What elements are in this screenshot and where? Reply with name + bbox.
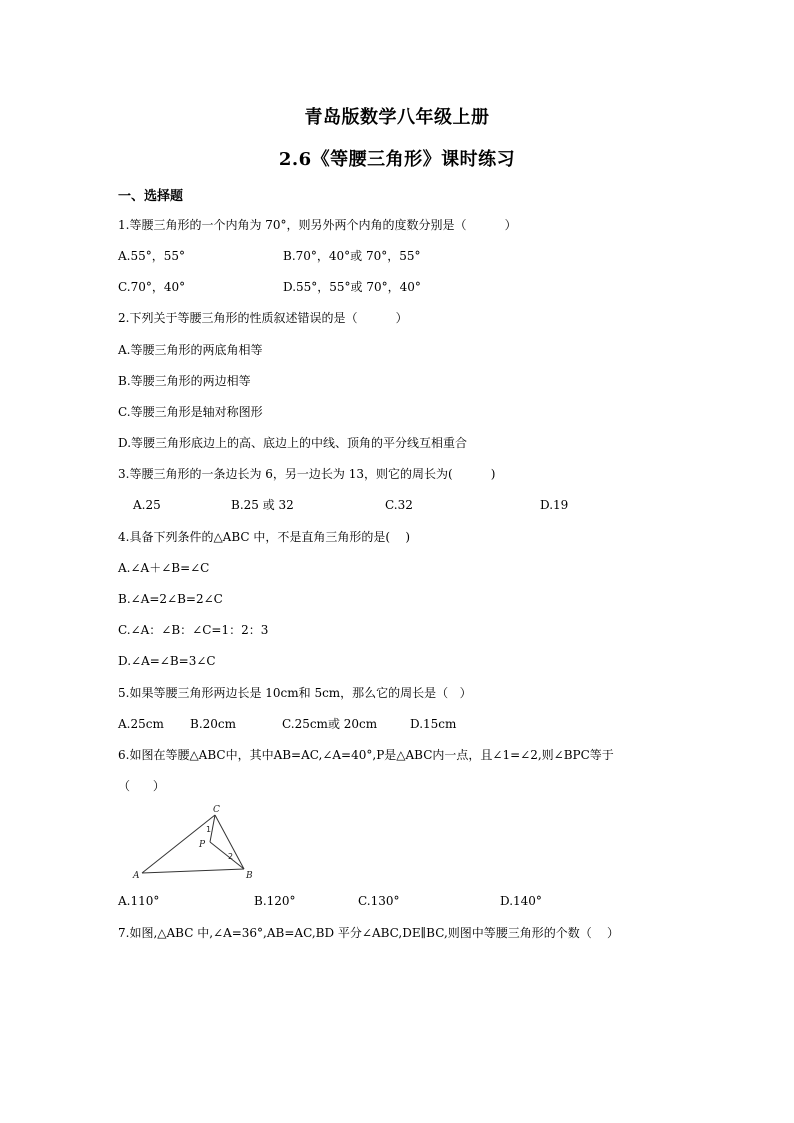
question-5-stem: 5.如果等腰三角形两边长是 10cm和 5cm，那么它的周长是（ ） (118, 686, 472, 700)
document-title: 青岛版数学八年级上册 (304, 107, 490, 128)
triangle-figure (130, 802, 260, 882)
question-2-stem: 2.下列关于等腰三角形的性质叙述错误的是（ ） (118, 311, 408, 325)
question-5-option-c: C.25cm或 20cm (282, 717, 378, 731)
question-3-option-d: D.19 (540, 498, 569, 512)
question-7-stem: 7.如图,△ABC 中,∠A=36°,AB=AC,BD 平分∠ABC,DE∥BC,则图中等腰三角形的个数（ ） (118, 926, 620, 940)
label-p: P (199, 840, 206, 850)
question-3-stem: 3.等腰三角形的一条边长为 6，另一边长为 13，则它的周长为( ) (118, 467, 496, 481)
question-4-option-c: C.∠A：∠B：∠C=1：2：3 (118, 623, 269, 637)
label-c: C (213, 805, 220, 815)
question-4-option-a: A.∠A＋∠B=∠C (118, 561, 210, 575)
question-1-option-a: A.55°，55° (118, 249, 186, 263)
question-5-option-d: D.15cm (410, 717, 457, 731)
question-6-option-a: A.110° (118, 894, 160, 908)
question-6-option-c: C.130° (358, 894, 400, 908)
label-angle-1: 1 (206, 825, 212, 834)
question-2-option-b: B.等腰三角形的两边相等 (118, 374, 251, 388)
question-6-option-d: D.140° (500, 894, 542, 908)
question-4-option-d: D.∠A=∠B=3∠C (118, 654, 216, 668)
segment-pb (210, 842, 244, 869)
question-3-option-c: C.32 (385, 498, 413, 512)
question-2-option-d: D.等腰三角形底边上的高、底边上的中线、顶角的平分线互相重合 (118, 436, 468, 450)
question-5-option-b: B.20cm (190, 717, 237, 731)
question-6-option-b: B.120° (254, 894, 296, 908)
question-1-option-c: C.70°，40° (118, 280, 186, 294)
question-6-stem: 6.如图在等腰△ABC中，其中AB=AC,∠A=40°,P是△ABC内一点，且∠1=∠2,则∠BPC等于 (118, 748, 614, 762)
question-1-option-b: B.70°，40°或 70°，55° (283, 249, 421, 263)
question-1-option-d: D.55°，55°或 70°，40° (283, 280, 421, 294)
triangle-diagram (130, 802, 260, 882)
label-angle-2: 2 (228, 852, 234, 861)
question-3-option-a: A.25 (133, 498, 161, 512)
question-4-option-b: B.∠A=2∠B=2∠C (118, 592, 223, 606)
label-a: A (133, 871, 140, 881)
question-2-option-a: A.等腰三角形的两底角相等 (118, 343, 263, 357)
question-6-stem-continuation: （ ） (118, 779, 165, 793)
question-4-stem: 4.具备下列条件的△ABC 中，不是直角三角形的是( ) (118, 530, 411, 544)
question-2-option-c: C.等腰三角形是轴对称图形 (118, 405, 263, 419)
label-b: B (246, 871, 253, 881)
edge-ab (142, 869, 244, 873)
question-5-option-a: A.25cm (118, 717, 164, 731)
question-1-stem: 1.等腰三角形的一个内角为 70°，则另外两个内角的度数分别是（ ） (118, 218, 517, 232)
section-heading: 一、选择题 (118, 189, 184, 204)
document-subtitle: 2.6《等腰三角形》课时练习 (278, 149, 516, 170)
question-3-option-b: B.25 或 32 (231, 498, 294, 512)
